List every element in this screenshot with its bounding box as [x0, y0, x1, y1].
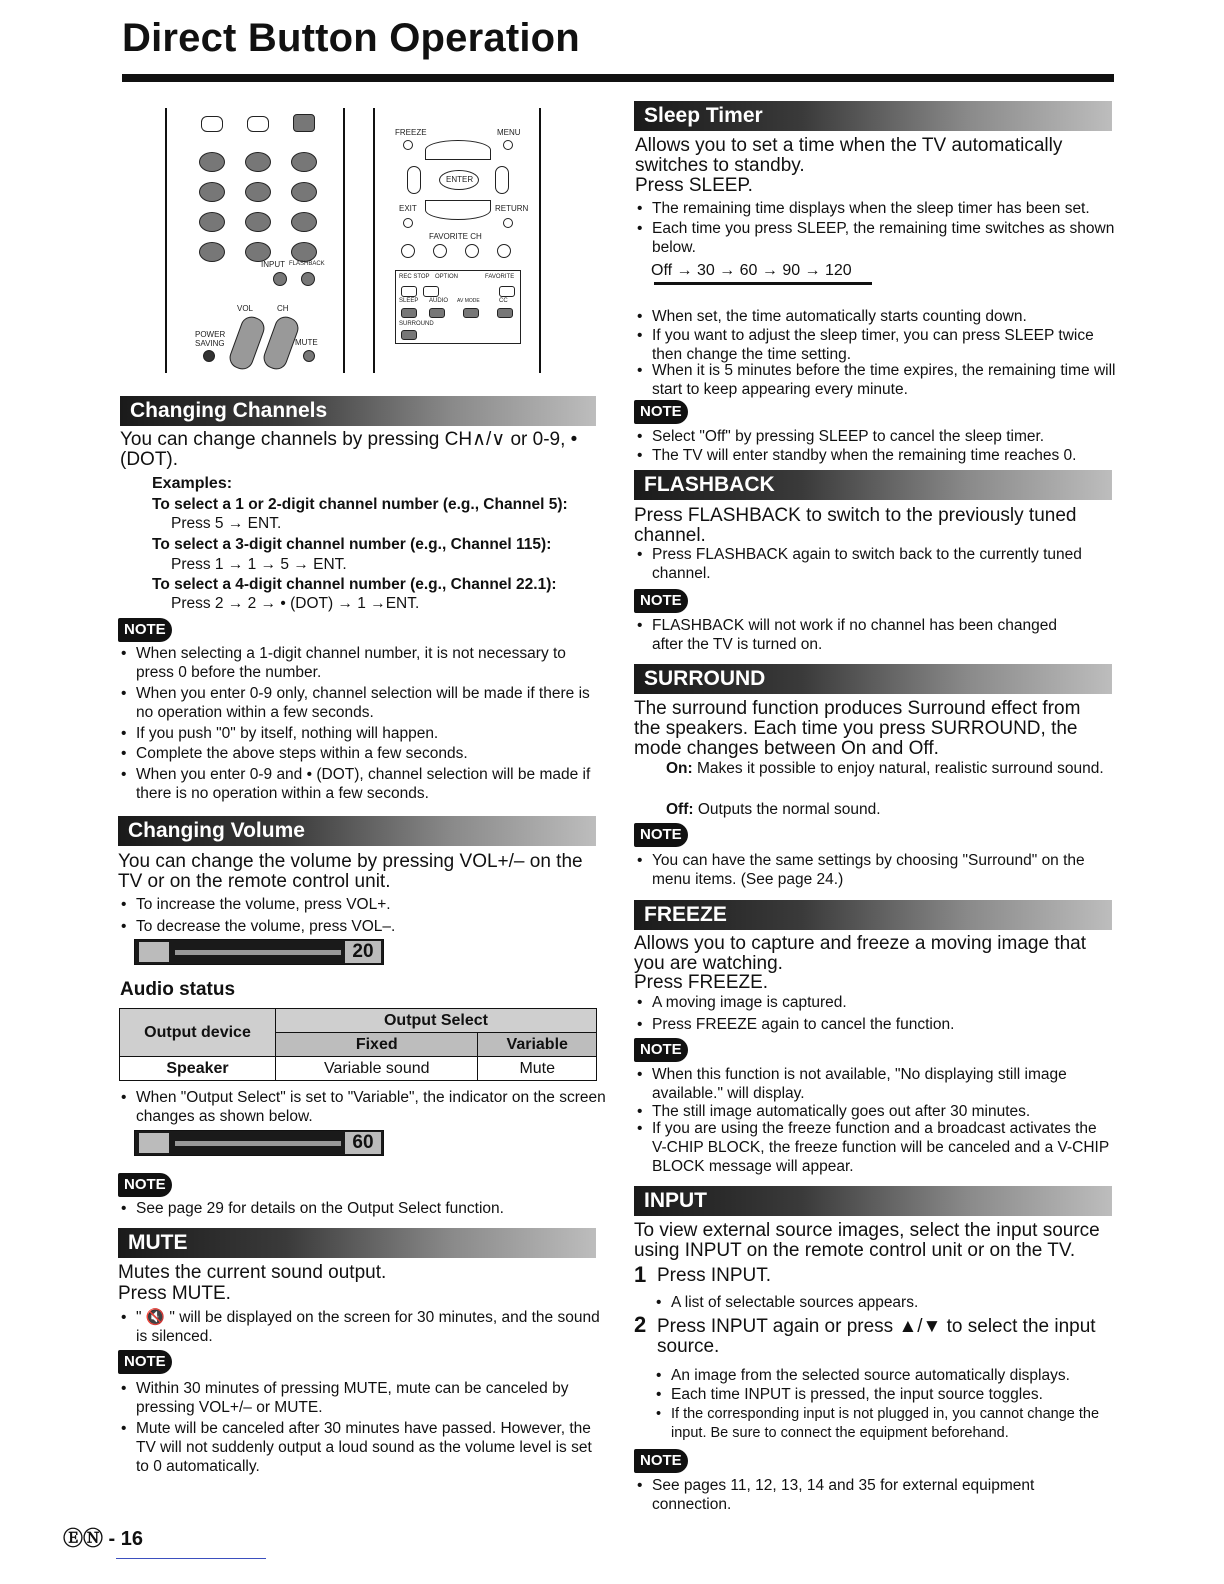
- audio-status-table: [119, 1008, 597, 1081]
- variable-level-value: 60: [345, 1132, 381, 1154]
- fav-c-button-icon: [465, 244, 479, 258]
- key-9-icon: [291, 212, 317, 232]
- channels-note-4: • Complete the above steps within a few seconds.: [120, 744, 606, 763]
- sleep-bullet-3: • When set, the time automatically starts counting down.: [636, 307, 1122, 326]
- key-ent-icon: [291, 242, 317, 262]
- note-badge: NOTE: [118, 1173, 172, 1197]
- mute-bullet: • " 🔇 " will be displayed on the screen for 30 minutes, and the sound is silenced.: [120, 1308, 606, 1346]
- input-note: • See pages 11, 12, 13, 14 and 35 for external equipment connection.: [636, 1476, 1112, 1514]
- sleep-bullet-2: • Each time you press SLEEP, the remaining time switches as shown below.: [636, 219, 1122, 257]
- vol-label: VOL: [237, 304, 254, 313]
- sleep-label: SLEEP: [399, 298, 419, 304]
- dpad-down-icon: [425, 200, 491, 220]
- option-label: OPTION: [435, 274, 459, 280]
- audio-label: AUDIO: [429, 298, 449, 304]
- return-button-icon: [503, 218, 513, 228]
- cc-label: CC: [499, 298, 508, 304]
- input-step-2: Press INPUT again or press ▲/▼ to select the input source.: [657, 1316, 1096, 1357]
- key-dot-icon: [199, 242, 225, 262]
- output-select-header: Output Select: [276, 1009, 597, 1033]
- changing-channels-header: Changing Channels: [120, 396, 596, 426]
- channels-note-2: • When you enter 0-9 only, channel selection will be made if there is no operation within a few seconds.: [120, 684, 606, 722]
- favorite-button-icon: [499, 286, 515, 297]
- example-1-body: Press 5 → ENT.: [171, 515, 282, 532]
- speaker-icon: [139, 942, 169, 962]
- ch-label: CH: [277, 304, 289, 313]
- input-header: INPUT: [634, 1186, 1112, 1216]
- key-3-icon: [291, 152, 317, 172]
- flashback-lead: Press FLASHBACK to switch to the previously tuned channel.: [634, 505, 1077, 546]
- vol-rocker-icon: [226, 314, 267, 373]
- input-step-1: Press INPUT.: [657, 1265, 772, 1286]
- freeze-label: FREEZE: [395, 128, 427, 137]
- page-title: Direct Button Operation: [122, 16, 580, 60]
- flashback-bullet: • Press FLASHBACK again to switch back to the currently tuned channel.: [636, 545, 1122, 583]
- freeze-lead-1: Allows you to capture and freeze a moving image that you are watching.: [634, 933, 1087, 974]
- sleep-bullet-5: • When it is 5 minutes before the time expires, the remaining time will start to keep appearing every minute.: [636, 361, 1128, 399]
- sleep-timer-lead-2: Press SLEEP.: [635, 175, 753, 196]
- audio-status-title: Audio status: [120, 979, 236, 1000]
- volume-bullet-1: • To increase the volume, press VOL+.: [120, 895, 606, 914]
- freeze-button-icon: [403, 140, 413, 150]
- favorite-label: FAVORITE: [485, 274, 515, 280]
- changing-volume-header: Changing Volume: [118, 816, 596, 846]
- power-label: POWER: [195, 330, 226, 339]
- flashback-button-icon: [301, 272, 315, 286]
- dpad-left-icon: [407, 166, 421, 194]
- fixed-header: Fixed: [276, 1033, 478, 1057]
- surround-off-text: Outputs the normal sound.: [697, 801, 881, 818]
- note-badge: NOTE: [118, 618, 172, 642]
- freeze-bullet-1: • A moving image is captured.: [636, 993, 1122, 1012]
- key-0-icon: [245, 242, 271, 262]
- variable-track: [175, 1141, 341, 1146]
- fav-b-button-icon: [433, 244, 447, 258]
- key-4-icon: [199, 182, 225, 202]
- mute-lead-2: Press MUTE.: [118, 1283, 231, 1304]
- surround-off: [666, 800, 1106, 819]
- mute-note-1: • Within 30 minutes of pressing MUTE, mute can be canceled by pressing VOL+/– or MUTE.: [120, 1379, 576, 1417]
- sleep-timer-lead-1: Allows you to set a time when the TV automatically switches to standby.: [635, 135, 1063, 176]
- remote-illustration-right: [373, 108, 541, 373]
- example-3-body: Press 2 → 2 → • (DOT) → 1 →ENT.: [171, 595, 420, 612]
- volume-track: [175, 950, 341, 955]
- flashback-label: FLASHBACK: [289, 261, 325, 267]
- key-2-icon: [245, 152, 271, 172]
- note-badge: NOTE: [118, 1350, 172, 1374]
- surround-label: SURROUND: [399, 321, 434, 327]
- speaker-cell: Speaker: [120, 1057, 276, 1081]
- output-device-header: Output device: [120, 1009, 276, 1057]
- mute-header: MUTE: [118, 1228, 596, 1258]
- menu-button-icon: [503, 140, 513, 150]
- title-rule: [122, 74, 1114, 82]
- dpad-right-icon: [495, 166, 509, 194]
- audio-button-icon: [429, 308, 445, 318]
- remote-illustration-left: [165, 108, 345, 373]
- variable-speaker-icon: [139, 1133, 169, 1153]
- saving-label: SAVING: [195, 339, 225, 348]
- changing-volume-lead: You can change the volume by pressing VOL+/– on the TV or on the remote control unit.: [118, 851, 583, 892]
- freeze-bullet-2: • Press FREEZE again to cancel the function.: [636, 1015, 1122, 1034]
- sleep-note-2: • The TV will enter standby when the remaining time reaches 0.: [636, 446, 1128, 465]
- note-badge: NOTE: [634, 1038, 688, 1062]
- key-8-icon: [245, 212, 271, 232]
- surround-off-label: Off:: [666, 801, 694, 818]
- flashback-header: FLASHBACK: [634, 470, 1112, 500]
- key-5-icon: [245, 182, 271, 202]
- note-badge: NOTE: [634, 1449, 688, 1473]
- input-lead: To view external source images, select the input source using INPUT on the remote control unit or on the TV.: [634, 1220, 1100, 1261]
- cc-button-icon: [497, 308, 513, 318]
- square-button-icon: [293, 114, 315, 132]
- example-1-title: To select a 1 or 2-digit channel number (e.g., Channel 5):: [152, 496, 568, 513]
- page-number: ⒺⓃ - 16: [63, 1528, 144, 1550]
- sleep-bullet-4: • If you want to adjust the sleep timer, you can press SLEEP twice then change the time setting.: [636, 326, 1128, 364]
- volume-note: • See page 29 for details on the Output Select function.: [120, 1199, 606, 1218]
- key-6-icon: [291, 182, 317, 202]
- channels-note-3: • If you push "0" by itself, nothing will happen.: [120, 724, 606, 743]
- note-badge: NOTE: [634, 823, 688, 847]
- surround-note: • You can have the same settings by choosing "Surround" on the menu items. (See page 24.): [636, 851, 1112, 889]
- mute-cell: Mute: [478, 1057, 597, 1081]
- key-1-icon: [199, 152, 225, 172]
- variable-indicator-bar: [134, 1130, 384, 1156]
- input-button-icon: [273, 272, 287, 286]
- input-step-1-bullet: • A list of selectable sources appears.: [655, 1293, 1111, 1312]
- input-step-2-bullet-3: • If the corresponding input is not plugged in, you cannot change the input. Be sure to connect the equipment beforehand.: [655, 1405, 1127, 1443]
- key-7-icon: [199, 212, 225, 232]
- sleep-note-1: • Select "Off" by pressing SLEEP to cancel the sleep timer.: [636, 427, 1128, 446]
- input-label: INPUT: [261, 260, 285, 269]
- av-mode-button-icon: [463, 308, 479, 318]
- surround-header: SURROUND: [634, 664, 1112, 694]
- freeze-header: FREEZE: [634, 900, 1112, 930]
- note-badge: NOTE: [634, 589, 688, 613]
- freeze-note-1: • When this function is not available, "No displaying still image available." will display.: [636, 1065, 1102, 1103]
- mute-lead-1: Mutes the current sound output.: [118, 1262, 387, 1283]
- surround-on: [666, 759, 1106, 778]
- variable-sound-cell: Variable sound: [276, 1057, 478, 1081]
- volume-indicator-bar: [134, 939, 384, 965]
- menu-label: MENU: [497, 128, 521, 137]
- freeze-note-2: • The still image automatically goes out after 30 minutes.: [636, 1102, 1122, 1121]
- mute-note-2: • Mute will be canceled after 30 minutes have passed. However, the TV will not suddenly output a loud sound as the volume level is set to 0 automatically.: [120, 1419, 606, 1476]
- power-saving-button-icon: [203, 350, 215, 362]
- surround-button-icon: [401, 330, 417, 340]
- example-2-title: To select a 3-digit channel number (e.g., Channel 115):: [152, 536, 552, 553]
- freeze-lead-2: Press FREEZE.: [634, 972, 769, 993]
- sleep-timer-header: Sleep Timer: [634, 101, 1112, 131]
- av-mode-label: AV MODE: [457, 298, 480, 304]
- fav-d-button-icon: [497, 244, 511, 258]
- surround-on-label: On:: [666, 760, 693, 777]
- rec-stop-button-icon: [401, 286, 417, 297]
- channels-note-5: • When you enter 0-9 and • (DOT), channel selection will be made if there is no operation within a few seconds.: [120, 765, 606, 803]
- footer-link-line: [116, 1558, 266, 1559]
- mute-button-icon: [303, 350, 315, 362]
- sleep-sequence: Off → 30 → 60 → 90 → 120: [651, 262, 852, 279]
- variable-header: Variable: [478, 1033, 597, 1057]
- rec-stop-label: REC STOP: [399, 274, 430, 280]
- volume-level-value: 20: [345, 941, 381, 963]
- surround-on-text: Makes it possible to enjoy natural, realistic surround sound.: [697, 760, 1104, 777]
- after-table-bullet: • When "Output Select" is set to "Variable", the indicator on the screen changes as shown below.: [120, 1088, 606, 1126]
- sleep-loop-arrow: [654, 282, 872, 285]
- surround-lead: The surround function produces Surround effect from the speakers. Each time you press SURROUND, the mode changes between On and Off.: [634, 698, 1081, 759]
- mute-label: MUTE: [295, 338, 318, 347]
- flashback-note: • FLASHBACK will not work if no channel has been changed after the TV is turned on.: [636, 616, 1082, 654]
- channels-note-1: • When selecting a 1-digit channel number, it is not necessary to press 0 before the number.: [120, 644, 596, 682]
- sleep-button-icon: [401, 308, 417, 318]
- favorite-ch-label: FAVORITE CH: [429, 232, 482, 241]
- note-badge: NOTE: [634, 400, 688, 424]
- changing-channels-lead: You can change channels by pressing CH∧/∨ or 0-9, • (DOT).: [120, 429, 578, 470]
- input-step-2-bullet-2: • Each time INPUT is pressed, the input source toggles.: [655, 1385, 1127, 1404]
- dpad-up-icon: [425, 140, 491, 160]
- skip-back-button-icon: [201, 116, 223, 132]
- sleep-bullet-1: • The remaining time displays when the sleep timer has been set.: [636, 199, 1128, 218]
- return-label: RETURN: [495, 204, 529, 213]
- input-step-2-number: 2: [634, 1312, 647, 1337]
- examples-title: Examples:: [152, 475, 233, 492]
- input-step-2-bullet-1: • An image from the selected source automatically displays.: [655, 1366, 1127, 1385]
- exit-label: EXIT: [399, 204, 417, 213]
- skip-forward-button-icon: [247, 116, 269, 132]
- example-2-body: Press 1 → 1 → 5 → ENT.: [171, 556, 347, 573]
- input-step-1-number: 1: [634, 1262, 647, 1287]
- exit-button-icon: [403, 218, 413, 228]
- fav-a-button-icon: [401, 244, 415, 258]
- enter-label: ENTER: [446, 175, 474, 184]
- freeze-note-3: • If you are using the freeze function and a broadcast activates the V-CHIP BLOCK, the freeze function will be canceled and a V-CHIP BLOCK message will appear.: [636, 1119, 1112, 1176]
- volume-bullet-2: • To decrease the volume, press VOL–.: [120, 917, 606, 936]
- example-3-title: To select a 4-digit channel number (e.g., Channel 22.1):: [152, 576, 557, 593]
- option-button-icon: [423, 286, 439, 297]
